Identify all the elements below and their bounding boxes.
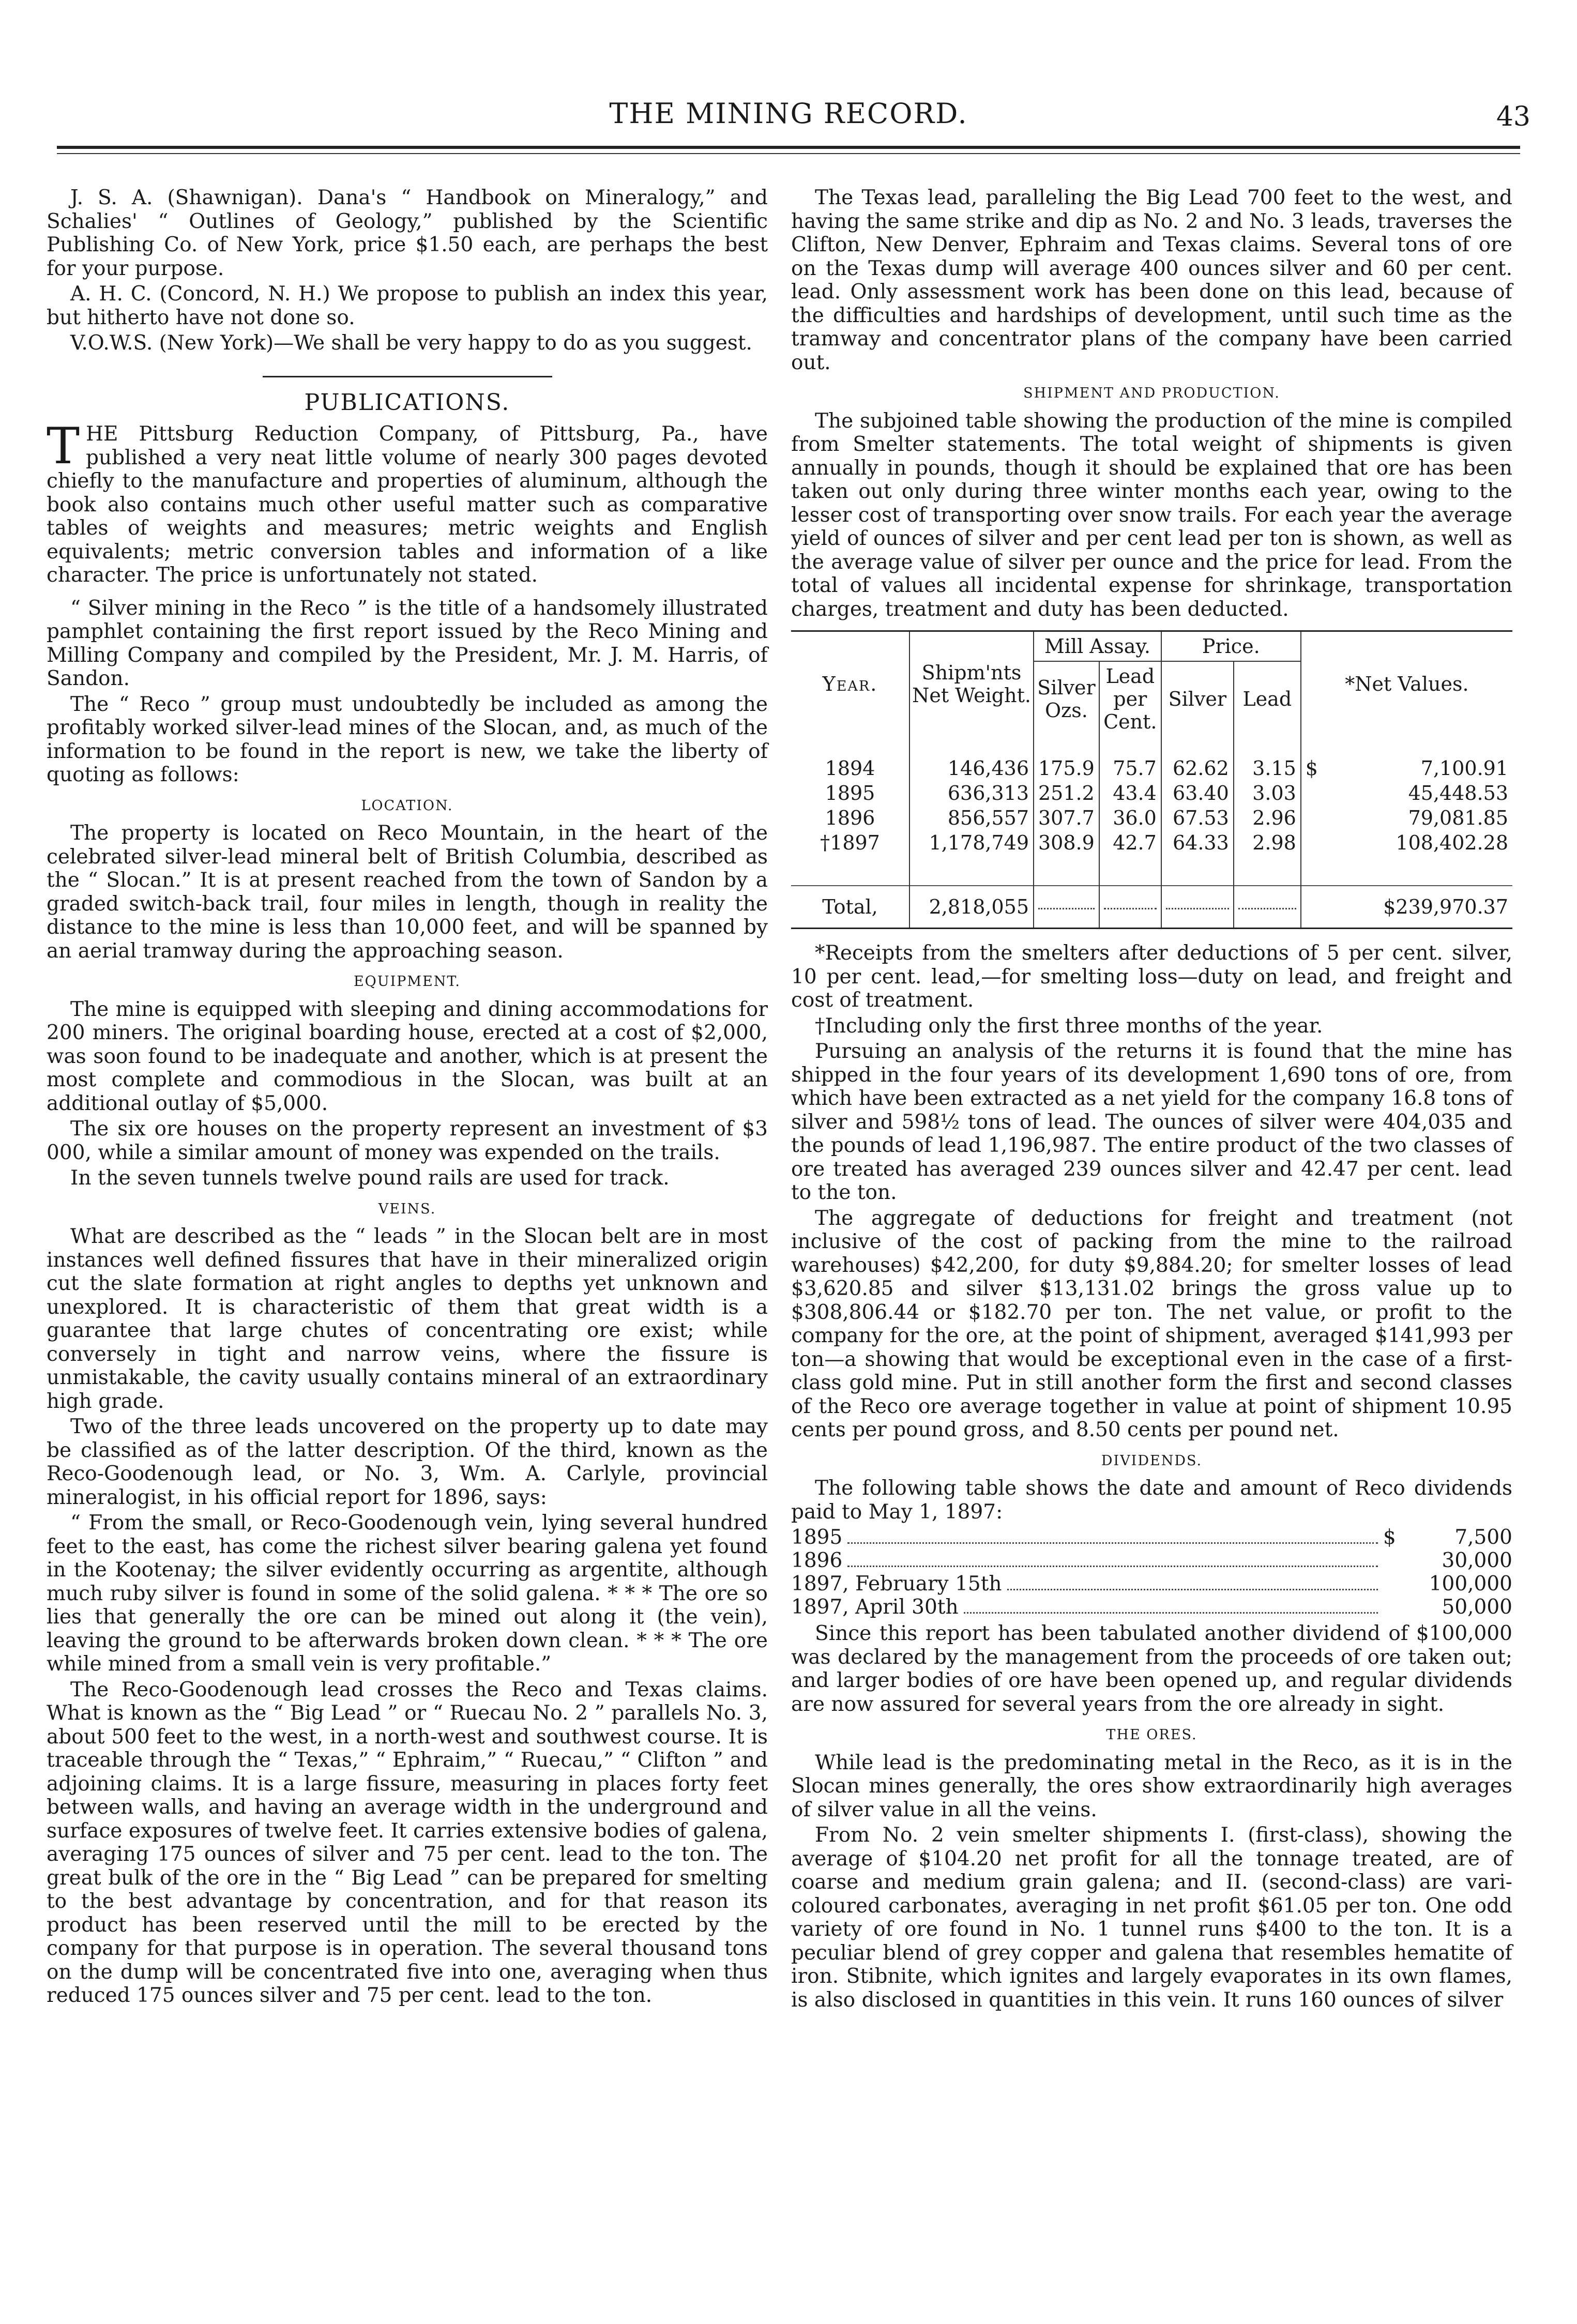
cell-silver-ozs: 307.7 — [1034, 806, 1099, 830]
answer-paragraph: V.O.W.S. (New York)—We shall be very happy to do as you suggest. — [70, 331, 752, 355]
dotted-leader — [847, 1566, 1378, 1567]
dividend-amount: 50,000 — [1442, 1596, 1512, 1619]
dividend-date: 1895 — [791, 1526, 843, 1549]
cell-weight: 146,436 — [909, 736, 1034, 781]
page-header — [47, 88, 1530, 145]
section-title-publications: PUBLICATIONS. — [304, 389, 510, 416]
cell-net-value — [1301, 736, 1512, 781]
cell-weight: 856,557 — [909, 806, 1034, 830]
dotted-leader — [847, 1542, 1378, 1544]
cell-lead-pct: 36.0 — [1099, 806, 1161, 830]
footnote: †Including only the first three months of the year. — [815, 1014, 1323, 1038]
cell-total-label: Total, — [791, 886, 909, 928]
cell-lead-price: 2.96 — [1234, 806, 1301, 830]
page-number: 43 — [1496, 101, 1530, 132]
body-paragraph: Two of the three leads uncovered on the property up to date may be classified as of the latter description. Of the third, known as the Reco-Goodenough lead, or No. 3, Wm. A. Carlyle, provincial mineralogist, in his official report for 1896, says: — [47, 1415, 768, 1509]
table-total-row — [791, 886, 1512, 928]
answer-paragraph: A. H. C. (Concord, N. H.) We propose to publish an index this year, but hitherto have not done so. — [47, 282, 768, 329]
header-rule-thin — [57, 153, 1520, 154]
cell-silver-price: 62.62 — [1161, 736, 1234, 781]
table-row — [791, 736, 1512, 781]
table-row — [791, 806, 1512, 830]
body-paragraph: The following table shows the date and amount of Reco dividends paid to May 1, 1897: — [791, 1477, 1512, 1524]
right-column — [791, 186, 1512, 2014]
col-header-price: Price. — [1161, 632, 1301, 661]
col-header-shipments: Shipm'nts Net Weight. — [909, 632, 1034, 736]
body-paragraph: While lead is the predominating metal in the Reco, as it is in the Slocan mines generally, the ores show extraordinarily high averages of silver value in all the veins. — [791, 1751, 1512, 1821]
body-paragraph: Pursuing an analysis of the returns it is found that the mine has shipped in the four years of its development 1,690 tons of ore, from which have been extracted as a net yield for the company 16.8 tons of silver and 598½ tons of lead. The ounces of silver were 404,035 and the pounds of lead 1,196,987. The entire product of the two classes of ore treated has averaged 239 ounces silver and 42.47 per cent. lead to the ton. — [791, 1040, 1512, 1204]
dividend-amount: 30,000 — [1442, 1549, 1512, 1572]
publication-paragraph — [47, 417, 768, 587]
dividend-date: 1896 — [791, 1549, 843, 1572]
cell-silver-ozs: 251.2 — [1034, 781, 1099, 806]
cell-lead-pct: 42.7 — [1099, 830, 1161, 886]
subhead-shipment: SHIPMENT AND PRODUCTION. — [1023, 385, 1280, 401]
subhead-veins: VEINS. — [378, 1201, 436, 1217]
dividend-currency: $ — [1383, 1526, 1396, 1549]
cell-dotted-leader — [1099, 886, 1161, 928]
dividends-list — [791, 1526, 1512, 1619]
col-header-mill-assay: Mill Assay. — [1034, 632, 1161, 661]
cell-year: 1895 — [825, 782, 875, 804]
dotted-leader — [1007, 1589, 1378, 1590]
quote-paragraph: “ From the small, or Reco-Goodenough vein, lying several hundred feet to the east, has come the richest silver bearing galena yet found in the Kootenay; the silver evidently occurring as argentite, although much ruby silver is found in some of the solid galena. * * * The ore so lies that generally the ore can be mined out along it (the vein), leaving the ground to be afterwards broken down clean. * * * The ore while mined from a small vein is very profitable.” — [47, 1511, 768, 1676]
cell-dotted-leader — [1161, 886, 1234, 928]
cell-total-value: $239,970.37 — [1301, 886, 1512, 928]
cell-year: 1896 — [825, 807, 875, 829]
cell-dotted-leader — [1234, 886, 1301, 928]
section-divider — [263, 376, 552, 377]
cell-lead-pct: 75.7 — [1099, 736, 1161, 781]
body-paragraph: The subjoined table showing the production of the mine is compiled from Smelter statements. The total weight of shipments is given annually in pounds, though it should be explained that ore has been taken out only during three winter months each year, owing to the lesser cost of transporting over snow trails. For each year the average yield of ounces of silver and per cent lead per ton is shown, as well as the average value of silver per ounce and the price for lead. From the total of values all incidental expense for shrinkage, transportation charges, treatment and duty has been deducted. — [791, 409, 1512, 621]
answer-paragraph: J. S. A. (Shawnigan). Dana's “ Handbook on Mineralogy,” and Schalies' “ Outlines of Geology,” published by the Scientific Publishing Co. of New York, price $1.50 each, are perhaps the best for your purpose. — [47, 186, 768, 280]
production-table — [791, 632, 1512, 928]
dividend-row — [791, 1526, 1512, 1549]
publication-paragraph: “ Silver mining in the Reco ” is the title of a handsomely illustrated pamphlet containing the first report issued by the Reco Mining and Milling Company and compiled by the President, Mr. J. M. Harris, of Sandon. — [47, 596, 768, 690]
dividend-row — [791, 1596, 1512, 1619]
cell-weight: 636,313 — [909, 781, 1034, 806]
running-title: THE MINING RECORD. — [609, 97, 968, 130]
cell-year: 1894 — [825, 757, 875, 780]
dotted-leader — [964, 1612, 1378, 1614]
cell-net-value: 45,448.53 — [1301, 781, 1512, 806]
cell-silver-ozs: 308.9 — [1034, 830, 1099, 886]
cell-year: †1897 — [820, 831, 880, 854]
col-header-silver-ozs: Silver Ozs. — [1034, 661, 1099, 736]
subhead-dividends: DIVIDENDS. — [1101, 1452, 1203, 1469]
cell-silver-price: 64.33 — [1161, 830, 1234, 886]
cell-lead-price: 3.15 — [1234, 736, 1301, 781]
cell-silver-price: 63.40 — [1161, 781, 1234, 806]
body-paragraph: From No. 2 vein smelter shipments I. (first-class), showing the average of $104.20 net profit for all the tonnage treated, are of coarse and medium grain galena; and II. (second-class) are vari-coloured carbonates, averaging in net profit $61.05 per ton. One odd variety of ore found in No. 1 tunnel runs $400 to the ton. It is a peculiar blend of grey copper and galena that resembles hematite of iron. Stibnite, which ignites and largely evaporates in its own flames, is also disclosed in quantities in this vein. It runs 160 ounces of silver — [791, 1824, 1512, 2012]
col-header-lead-pct: Lead per Cent. — [1099, 661, 1161, 736]
production-table-frame — [791, 630, 1512, 929]
dividend-amount: 7,500 — [1454, 1526, 1512, 1549]
table-row — [791, 781, 1512, 806]
cell-net-value: 79,081.85 — [1301, 806, 1512, 830]
publication-paragraph: The “ Reco ” group must undoubtedly be included as among the profitably worked silver-lead mines of the Slocan, and, as much of the information to be found in the report is new, we take the liberty of quoting as follows: — [47, 692, 768, 786]
dividend-date: 1897, February 15th — [791, 1572, 1002, 1596]
cell-total-weight: 2,818,055 — [909, 886, 1034, 928]
cell-silver-price: 67.53 — [1161, 806, 1234, 830]
body-paragraph: The property is located on Reco Mountain, in the heart of the celebrated silver-lead mineral belt of British Columbia, described as the “ Slocan.” It is at present reached from the town of Sandon by a graded switch-back trail, four miles in length, though in reality the distance to the mine is less than 10,000 feet, and will be spanned by an aerial tramway during the approaching season. — [47, 822, 768, 963]
footnote: *Receipts from the smelters after deductions of 5 per cent. silver, 10 per cent. lead,—for smelting loss—duty on lead, and freight and cost of treatment. — [791, 941, 1512, 1012]
subhead-equipment: EQUIPMENT. — [353, 974, 461, 990]
col-header-silver-price: Silver — [1161, 661, 1234, 736]
col-header-lead-price: Lead — [1234, 661, 1301, 736]
drop-cap: T — [47, 417, 80, 475]
cell-lead-price: 2.98 — [1234, 830, 1301, 886]
col-header-net-values: *Net Values. — [1301, 632, 1512, 736]
subhead-ores: THE ORES. — [1106, 1727, 1197, 1743]
net-value-amount: 7,100.91 — [1420, 757, 1508, 780]
body-paragraph: The mine is equipped with sleeping and dining accommodations for 200 miners. The original boarding house, erected at a cost of $2,000, was soon found to be inadequate and another, which is at present the most complete and commodious in the Slocan, was built at an additional outlay of $5,000. — [47, 997, 768, 1115]
col-header-year: Year. — [822, 673, 878, 695]
dividend-row — [791, 1549, 1512, 1572]
dividend-date: 1897, April 30th — [791, 1596, 959, 1619]
table-row — [791, 830, 1512, 886]
cell-lead-pct: 43.4 — [1099, 781, 1161, 806]
cell-weight: 1,178,749 — [909, 830, 1034, 886]
body-paragraph: In the seven tunnels twelve pound rails are used for track. — [70, 1166, 670, 1190]
subhead-location: LOCATION. — [361, 797, 453, 814]
cell-silver-ozs: 175.9 — [1034, 736, 1099, 781]
cell-net-value: 108,402.28 — [1301, 830, 1512, 886]
cell-lead-price: 3.03 — [1234, 781, 1301, 806]
dividend-row — [791, 1572, 1512, 1596]
body-paragraph: What are described as the “ leads ” in the Slocan belt are in most instances well defined fissures that have in their mineralized origin cut the slate formation at right angles to depths yet unknown and unexplored. It is characteristic of them that great width is a guarantee that large chutes of concentrating ore exist; while conversely in tight and narrow veins, where the fissure is unmistakable, the cavity usually contains mineral of an extraordinary high grade. — [47, 1225, 768, 1413]
paragraph-text: HE Pittsburg Reduction Company, of Pittsburg, Pa., have published a very neat little volume of nearly 300 pages devoted chiefly to the manufacture and properties of aluminum, although the book also contains much other useful matter such as comparative tables of weights and measures; metric weights and English equivalents; metric conversion tables and information of a like character. The price is unfortunately not stated. — [47, 422, 768, 587]
body-paragraph: The aggregate of deductions for freight and treatment (not inclusive of the cost of packing from the mine to the railroad warehouses) $42,200, for duty $9,884.20; for smelter losses of lead $3,620.85 and silver $13,131.02 brings the gross value up to $308,806.44 or $182.70 per ton. The net value, or profit to the company for the ore, at the point of shipment, averaged $141,993 per ton—a showing that would be exceptional even in the case of a first-class gold mine. Put in still another form the first and second classes of the Reco ore average together in value at point of shipment 10.95 cents per pound gross, and 8.50 cents per pound net. — [791, 1206, 1512, 1441]
body-paragraph: Since this report has been tabulated another dividend of $100,000 was declared by the management from the proceeds of ore taken out; and larger bodies of ore have been opened up, and regular dividends are now assured for several years from the ore already in sight. — [791, 1622, 1512, 1716]
body-paragraph: The Texas lead, paralleling the Big Lead 700 feet to the west, and having the same strike and dip as No. 2 and No. 3 leads, traverses the Clifton, New Denver, Ephraim and Texas claims. Several tons of ore on the Texas dump will average 400 ounces silver and 60 per cent. lead. Only assessment work has been done on this lead, because of the difficulties and hardships of development, until such time as the tramway and concentrator plans of the company have been carried out. — [791, 186, 1512, 374]
header-rule-thick — [57, 146, 1520, 149]
dollar-sign: $ — [1305, 757, 1318, 780]
body-paragraph: The Reco-Goodenough lead crosses the Reco and Texas claims. What is known as the “ Big Lead ” or “ Ruecau No. 2 ” parallels No. 3, about 500 feet to the west, in a north-west and southwest course. It is traceable through the “ Texas,” “ Ephraim,” “ Ruecau,” “ Clifton ” and adjoining claims. It is a large fissure, measuring in places forty feet between walls, and having an average width in the underground and surface exposures of twelve feet. It carries extensive bodies of galena, averaging 175 ounces of silver and 75 per cent. lead to the ton. The great bulk of the ore in the “ Big Lead ” can be prepared for smelting to the best advantage by concentration, and for that reason its product has been reserved until the mill to be erected by the company for that purpose is in operation. The several thousand tons on the dump will be concentrated five into one, averaging when thus reduced 175 ounces silver and 75 per cent. lead to the ton. — [47, 1678, 768, 2007]
left-column — [47, 186, 768, 2010]
dividend-amount: 100,000 — [1429, 1572, 1512, 1596]
body-paragraph: The six ore houses on the property represent an investment of $3 000, while a similar amount of money was expended on the trails. — [47, 1117, 768, 1164]
cell-dotted-leader — [1034, 886, 1099, 928]
